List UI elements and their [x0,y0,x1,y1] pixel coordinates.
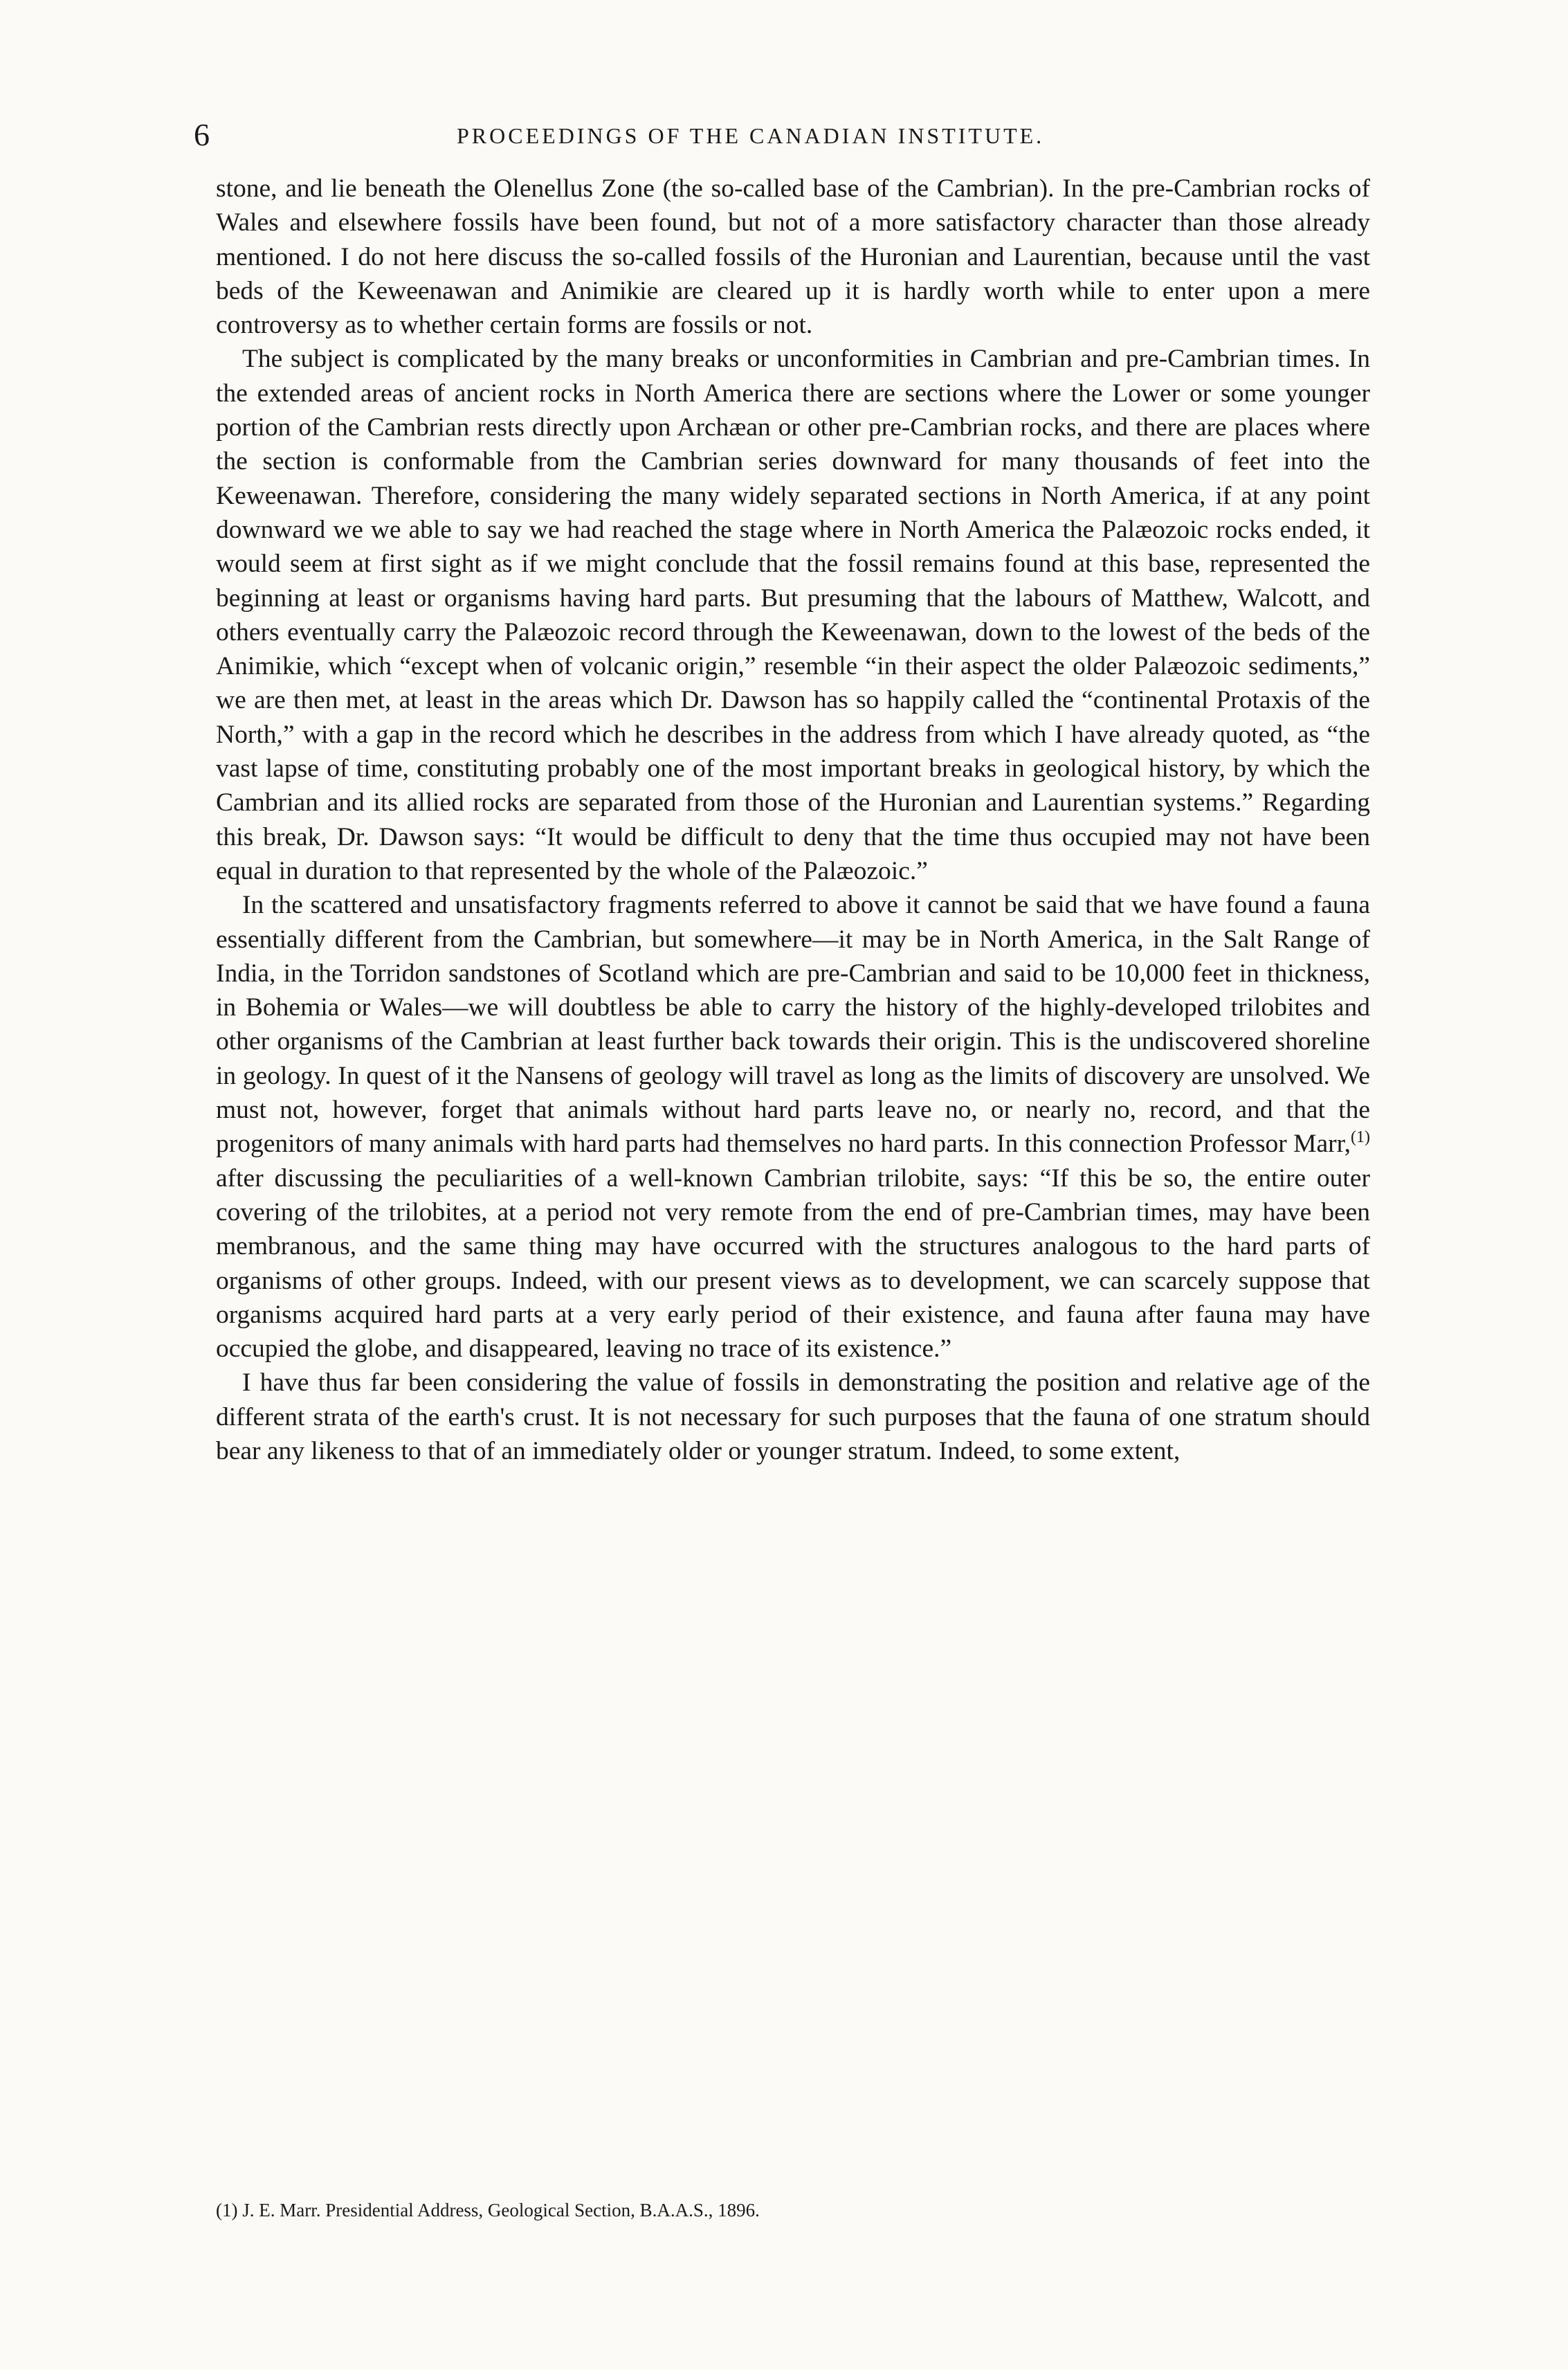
paragraph-2: The subject is complicated by the many breaks or unconformities in Cambrian and pre-Cambrian times. In the extended areas of ancient rocks in North America there are sections where the Lower or some younger portion of the Cambrian rests directly upon Archæan or other pre-Cambrian rocks, and there are places where the section is conformable from the Cambrian series downward for many thousands of feet into the Keweenawan. Therefore, considering the many widely separated sections in North America, if at any point downward we we able to say we had reached the stage where in North America the Palæozoic rocks ended, it would seem at first sight as if we might conclude that the fossil remains found at this base, represented the beginning at least or organisms having hard parts. But presuming that the labours of Matthew, Walcott, and others eventually carry the Palæozoic record through the Keweenawan, down to the lowest of the beds of the Animikie, which “except when of volcanic origin,” resemble “in their aspect the older Palæozoic sediments,” we are then met, at least in the areas which Dr. Dawson has so happily called the “continental Protaxis of the North,” with a gap in the record which he describes in the address from which I have already quoted, as “the vast lapse of time, constituting probably one of the most important breaks in geological history, by which the Cambrian and its allied rocks are separated from those of the Huronian and Laurentian systems.” Regarding this break, Dr. Dawson says: “It would be difficult to deny that the time thus occupied may not have been equal in duration to that represented by the whole of the Palæozoic.” [216,345,1370,885]
page-number: 6 [194,117,210,152]
paragraph-3 [216,888,1370,1366]
body-text [216,172,1370,1468]
page-header [194,116,1384,158]
paragraph-3-part-1: In the scattered and unsatisfactory fragments referred to above it cannot be said that we have found a fauna essentially different from the Cambrian, but somewhere—it may be in North America, in the Salt Range of India, in the Torridon sandstones of Scotland which are pre-Cambrian and said to be 10,000 feet in thickness, in Bohemia or Wales—we will doubtless be able to carry the history of the highly-developed trilobites and other organisms of the Cambrian at least further back towards their origin. This is the undiscovered shoreline in geology. In quest of it the Nansens of geology will travel as long as the limits of discovery are unsolved. We must not, however, forget that animals without hard parts leave no, or nearly no, record, and that the progenitors of many animals with hard parts had themselves no hard parts. In this connection Professor Marr, [216,891,1370,1159]
running-title: PROCEEDINGS OF THE CANADIAN INSTITUTE. [457,123,1045,148]
paragraph-4: I have thus far been considering the value of fossils in demonstrating the position and relative age of the different strata of the earth's crust. It is not necessary for such purposes that the fauna of one stratum should bear any likeness to that of an immediately older or younger stratum. Indeed, to some extent, [216,1368,1370,1465]
paragraph-3-part-2: after discussing the peculiarities of a well-known Cambrian trilobite, says: “If this be so, the entire outer covering of the trilobites, at a period not very remote from the end of pre-Cambrian times, may have been membranous, and the same thing may have occurred with the structures analogous to the hard parts of organisms of other groups. Indeed, with our present views as to development, we can scarcely suppose that organisms acquired hard parts at a very early period of their existence, and fauna after fauna may have occupied the globe, and disappeared, leaving no trace of its existence.” [216,1164,1370,1364]
paragraph-1: stone, and lie beneath the Olenellus Zone (the so-called base of the Cambrian). In the pre-Cambrian rocks of Wales and elsewhere fossils have been found, but not of a more satisfactory character than those already mentioned. I do not here discuss the so-called fossils of the Huronian and Laurentian, because until the vast beds of the Keweenawan and Animikie are cleared up it is hardly worth while to enter upon a mere controversy as to whether certain forms are fossils or not. [216,174,1370,340]
footnote: (1) J. E. Marr. Presidential Address, Geological Section, B.A.A.S., 1896. [216,2200,760,2220]
footnote-reference: (1) [1351,1128,1370,1147]
